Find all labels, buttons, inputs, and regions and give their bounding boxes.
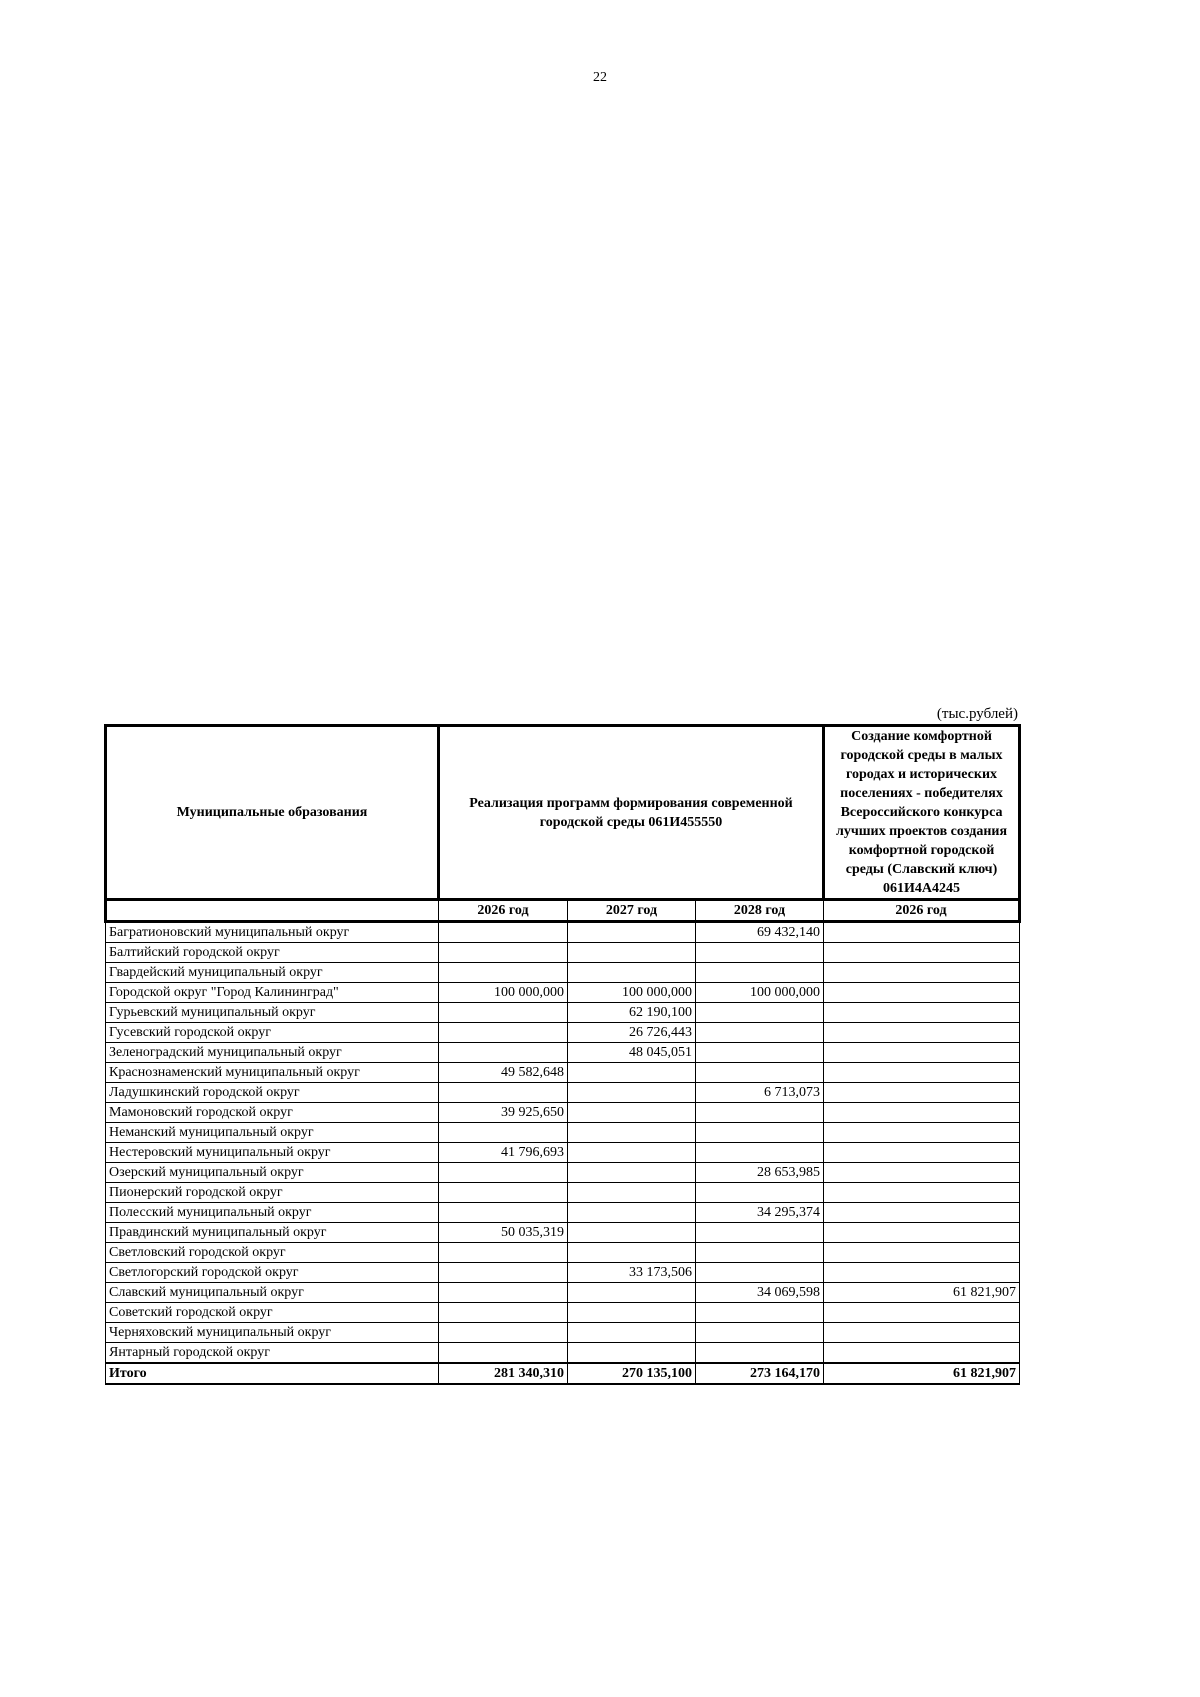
header-municipalities: Муниципальные образования	[106, 726, 439, 900]
budget-table	[104, 724, 1021, 1385]
row-value-b2026	[824, 1063, 1020, 1083]
row-value-a2026	[439, 1043, 568, 1063]
row-value-a2026	[439, 1123, 568, 1143]
row-value-a2027	[568, 1303, 696, 1323]
row-value-a2028: 69 432,140	[696, 922, 824, 943]
row-value-a2028: 34 069,598	[696, 1283, 824, 1303]
row-value-a2027	[568, 963, 696, 983]
row-value-b2026	[824, 1023, 1020, 1043]
row-value-a2028	[696, 1143, 824, 1163]
row-value-a2028	[696, 1063, 824, 1083]
row-value-b2026	[824, 1203, 1020, 1223]
row-value-a2026	[439, 922, 568, 943]
row-value-a2028	[696, 1183, 824, 1203]
row-value-b2026	[824, 1003, 1020, 1023]
row-municipality-name: Краснознаменский муниципальный округ	[106, 1063, 439, 1083]
row-value-a2028	[696, 1243, 824, 1263]
header-program-a: Реализация программ формирования современной городской среды 061И455550	[439, 726, 824, 900]
row-value-a2028	[696, 1023, 824, 1043]
table-row	[106, 1303, 1020, 1323]
page-number: 22	[593, 70, 607, 85]
row-value-a2026: 50 035,319	[439, 1223, 568, 1243]
row-value-a2026	[439, 1263, 568, 1283]
row-value-a2027	[568, 1243, 696, 1263]
row-municipality-name: Багратионовский муниципальный округ	[106, 922, 439, 943]
row-value-a2026	[439, 1163, 568, 1183]
table-row	[106, 943, 1020, 963]
row-value-a2027	[568, 1203, 696, 1223]
header-year-a-2027: 2027 год	[568, 900, 696, 922]
row-value-a2028	[696, 963, 824, 983]
row-value-a2027	[568, 1103, 696, 1123]
table-row	[106, 1203, 1020, 1223]
table-row	[106, 1103, 1020, 1123]
table-row	[106, 1183, 1020, 1203]
row-value-a2026	[439, 1243, 568, 1263]
table-row	[106, 1023, 1020, 1043]
row-value-b2026	[824, 1183, 1020, 1203]
table-row	[106, 1343, 1020, 1364]
row-value-a2026	[439, 1323, 568, 1343]
header-year-a-2026: 2026 год	[439, 900, 568, 922]
row-value-a2027: 62 190,100	[568, 1003, 696, 1023]
row-value-a2027: 48 045,051	[568, 1043, 696, 1063]
table-row	[106, 983, 1020, 1003]
unit-note: (тыс.рублей)	[936, 706, 1018, 722]
row-value-b2026	[824, 943, 1020, 963]
row-value-b2026	[824, 1263, 1020, 1283]
row-value-a2027	[568, 922, 696, 943]
row-value-a2028	[696, 1303, 824, 1323]
table-row	[106, 1223, 1020, 1243]
row-value-b2026	[824, 1143, 1020, 1163]
row-value-a2027	[568, 1123, 696, 1143]
row-municipality-name: Балтийский городской округ	[106, 943, 439, 963]
row-value-a2027: 26 726,443	[568, 1023, 696, 1043]
table-row	[106, 1043, 1020, 1063]
row-value-b2026	[824, 1243, 1020, 1263]
row-value-a2028	[696, 943, 824, 963]
table-row	[106, 1063, 1020, 1083]
row-municipality-name: Нестеровский муниципальный округ	[106, 1143, 439, 1163]
row-value-a2028	[696, 1323, 824, 1343]
total-a-2028: 273 164,170	[696, 1363, 824, 1384]
row-municipality-name: Черняховский муниципальный округ	[106, 1323, 439, 1343]
row-municipality-name: Советский городской округ	[106, 1303, 439, 1323]
row-value-a2026	[439, 1023, 568, 1043]
table-row	[106, 963, 1020, 983]
row-municipality-name: Мамоновский городской округ	[106, 1103, 439, 1123]
row-value-a2026	[439, 1183, 568, 1203]
table-row	[106, 1003, 1020, 1023]
row-value-b2026: 61 821,907	[824, 1283, 1020, 1303]
row-value-b2026	[824, 1343, 1020, 1364]
row-municipality-name: Гурьевский муниципальный округ	[106, 1003, 439, 1023]
row-value-a2028	[696, 1043, 824, 1063]
row-value-a2026	[439, 1083, 568, 1103]
table-row	[106, 922, 1020, 943]
row-value-a2027	[568, 1083, 696, 1103]
row-municipality-name: Неманский муниципальный округ	[106, 1123, 439, 1143]
row-value-a2026	[439, 1003, 568, 1023]
total-a-2026: 281 340,310	[439, 1363, 568, 1384]
row-value-a2026: 49 582,648	[439, 1063, 568, 1083]
row-value-a2026	[439, 943, 568, 963]
row-value-b2026	[824, 963, 1020, 983]
total-b-2026: 61 821,907	[824, 1363, 1020, 1384]
row-value-a2027	[568, 1223, 696, 1243]
table-row	[106, 1243, 1020, 1263]
header-year-spacer	[106, 900, 439, 922]
row-value-a2028	[696, 1003, 824, 1023]
table-row	[106, 1163, 1020, 1183]
row-value-a2028	[696, 1263, 824, 1283]
row-value-a2026: 39 925,650	[439, 1103, 568, 1123]
row-value-a2027	[568, 1283, 696, 1303]
row-value-b2026	[824, 922, 1020, 943]
total-label: Итого	[106, 1363, 439, 1384]
table-body	[106, 922, 1020, 1364]
row-municipality-name: Правдинский муниципальный округ	[106, 1223, 439, 1243]
row-municipality-name: Полесский муниципальный округ	[106, 1203, 439, 1223]
row-value-a2027: 33 173,506	[568, 1263, 696, 1283]
total-a-2027: 270 135,100	[568, 1363, 696, 1384]
row-value-a2027	[568, 1063, 696, 1083]
row-value-a2028: 34 295,374	[696, 1203, 824, 1223]
row-value-b2026	[824, 1163, 1020, 1183]
row-value-a2028: 6 713,073	[696, 1083, 824, 1103]
row-value-a2027	[568, 1183, 696, 1203]
row-value-a2028	[696, 1123, 824, 1143]
row-value-b2026	[824, 1223, 1020, 1243]
row-municipality-name: Гвардейский муниципальный округ	[106, 963, 439, 983]
row-value-a2028: 100 000,000	[696, 983, 824, 1003]
row-municipality-name: Янтарный городской округ	[106, 1343, 439, 1364]
row-value-a2028: 28 653,985	[696, 1163, 824, 1183]
row-municipality-name: Светлогорский городской округ	[106, 1263, 439, 1283]
total-row	[106, 1363, 1020, 1384]
row-value-a2026	[439, 1303, 568, 1323]
row-value-a2026	[439, 1283, 568, 1303]
row-value-b2026	[824, 1083, 1020, 1103]
row-value-b2026	[824, 1123, 1020, 1143]
row-value-a2028	[696, 1103, 824, 1123]
table-row	[106, 1143, 1020, 1163]
header-year-b-2026: 2026 год	[824, 900, 1020, 922]
row-municipality-name: Ладушкинский городской округ	[106, 1083, 439, 1103]
row-value-a2027	[568, 1163, 696, 1183]
row-value-a2026: 100 000,000	[439, 983, 568, 1003]
table-row	[106, 1083, 1020, 1103]
table-row	[106, 1123, 1020, 1143]
row-municipality-name: Городской округ "Город Калининград"	[106, 983, 439, 1003]
row-value-a2027	[568, 943, 696, 963]
row-municipality-name: Светловский городской округ	[106, 1243, 439, 1263]
row-value-b2026	[824, 1043, 1020, 1063]
row-value-a2026	[439, 963, 568, 983]
row-municipality-name: Гусевский городской округ	[106, 1023, 439, 1043]
row-value-a2026	[439, 1343, 568, 1364]
row-value-a2027	[568, 1323, 696, 1343]
row-value-a2026: 41 796,693	[439, 1143, 568, 1163]
row-value-a2027: 100 000,000	[568, 983, 696, 1003]
row-municipality-name: Славский муниципальный округ	[106, 1283, 439, 1303]
row-value-b2026	[824, 1303, 1020, 1323]
row-value-b2026	[824, 983, 1020, 1003]
row-value-b2026	[824, 1323, 1020, 1343]
row-municipality-name: Зеленоградский муниципальный округ	[106, 1043, 439, 1063]
row-value-a2026	[439, 1203, 568, 1223]
header-program-b: Создание комфортной городской среды в малых городах и исторических поселениях - победителях Всероссийского конкурса лучших проектов создания комфортной городской среды (Славский ключ) 061И4А4245	[824, 726, 1020, 900]
row-value-a2028	[696, 1223, 824, 1243]
row-value-a2028	[696, 1343, 824, 1364]
row-municipality-name: Пионерский городской округ	[106, 1183, 439, 1203]
row-value-a2027	[568, 1343, 696, 1364]
header-year-a-2028: 2028 год	[696, 900, 824, 922]
table-row	[106, 1283, 1020, 1303]
table-row	[106, 1263, 1020, 1283]
table-row	[106, 1323, 1020, 1343]
row-value-b2026	[824, 1103, 1020, 1123]
row-municipality-name: Озерский муниципальный округ	[106, 1163, 439, 1183]
row-value-a2027	[568, 1143, 696, 1163]
